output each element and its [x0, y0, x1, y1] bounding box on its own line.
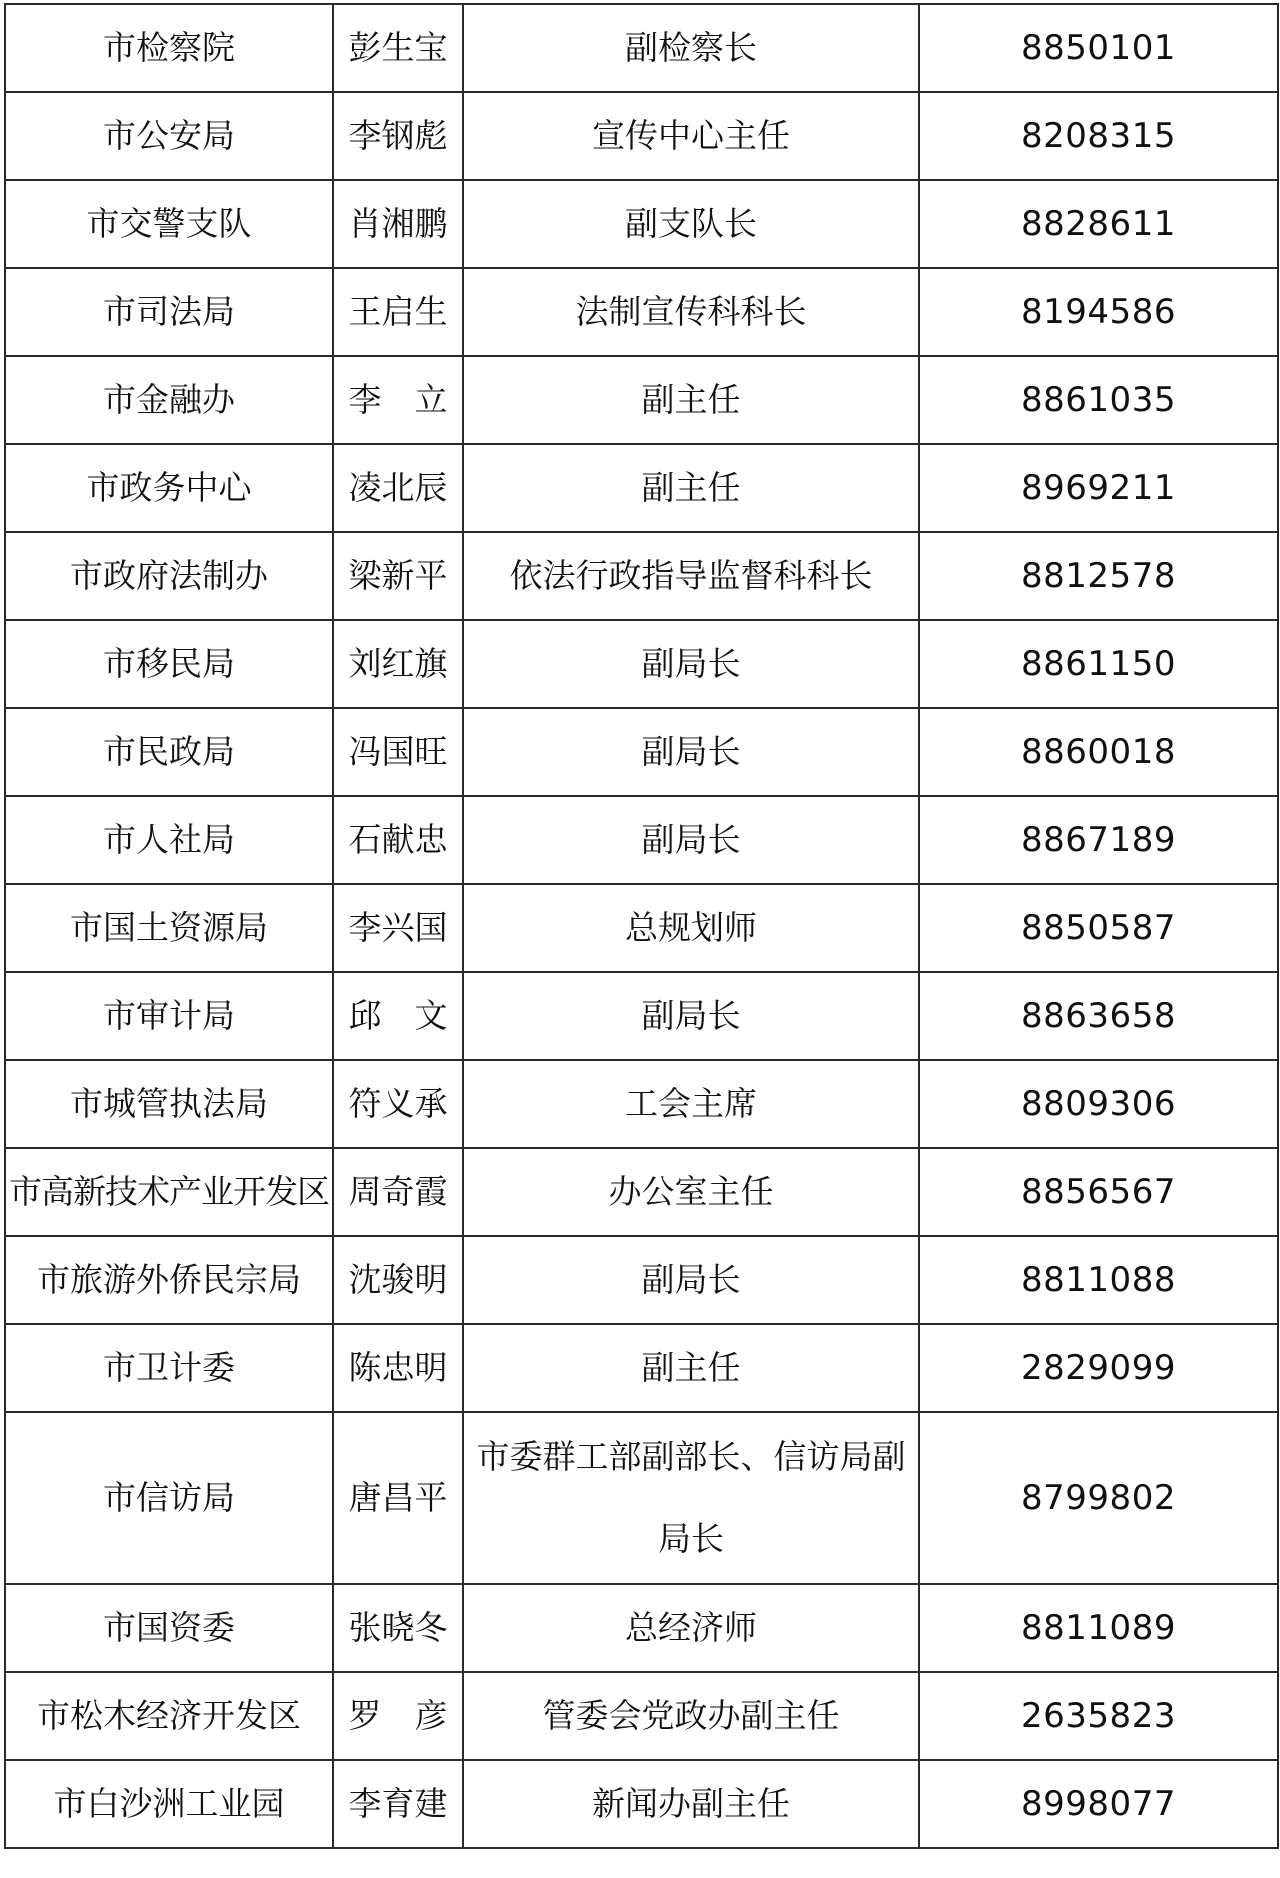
phone-cell: 8828611 — [919, 180, 1278, 268]
department-cell: 市国资委 — [5, 1584, 333, 1672]
department-cell: 市人社局 — [5, 796, 333, 884]
phone-cell: 2829099 — [919, 1324, 1278, 1412]
table-row — [5, 708, 1278, 796]
table-row — [5, 444, 1278, 532]
position-cell: 总经济师 — [463, 1584, 919, 1672]
position-cell: 管委会党政办副主任 — [463, 1672, 919, 1760]
table-row — [5, 268, 1278, 356]
department-cell: 市审计局 — [5, 972, 333, 1060]
table-row — [5, 1060, 1278, 1148]
name-cell: 周奇霞 — [333, 1148, 463, 1236]
name-cell: 刘红旗 — [333, 620, 463, 708]
department-cell: 市金融办 — [5, 356, 333, 444]
position-cell: 副局长 — [463, 796, 919, 884]
phone-cell: 2635823 — [919, 1672, 1278, 1760]
name-cell: 梁新平 — [333, 532, 463, 620]
table-row — [5, 532, 1278, 620]
department-cell: 市松木经济开发区 — [5, 1672, 333, 1760]
name-cell: 李兴国 — [333, 884, 463, 972]
name-cell: 邱 文 — [333, 972, 463, 1060]
department-cell: 市高新技术产业开发区 — [5, 1148, 333, 1236]
name-cell: 张晓冬 — [333, 1584, 463, 1672]
contact-table-wrapper — [4, 3, 1277, 1849]
name-cell: 凌北辰 — [333, 444, 463, 532]
phone-cell: 8811088 — [919, 1236, 1278, 1324]
department-cell: 市交警支队 — [5, 180, 333, 268]
position-cell: 办公室主任 — [463, 1148, 919, 1236]
position-cell: 副局长 — [463, 1236, 919, 1324]
phone-cell: 8969211 — [919, 444, 1278, 532]
phone-cell: 8208315 — [919, 92, 1278, 180]
phone-cell: 8850587 — [919, 884, 1278, 972]
contact-table-body — [5, 4, 1278, 1848]
phone-cell: 8850101 — [919, 4, 1278, 92]
table-row — [5, 1760, 1278, 1848]
name-cell: 罗 彦 — [333, 1672, 463, 1760]
position-cell: 副主任 — [463, 1324, 919, 1412]
position-cell: 宣传中心主任 — [463, 92, 919, 180]
position-cell: 副检察长 — [463, 4, 919, 92]
table-row — [5, 796, 1278, 884]
position-cell: 新闻办副主任 — [463, 1760, 919, 1848]
department-cell: 市移民局 — [5, 620, 333, 708]
phone-cell: 8812578 — [919, 532, 1278, 620]
name-cell: 李育建 — [333, 1760, 463, 1848]
department-cell: 市政务中心 — [5, 444, 333, 532]
name-cell: 沈骏明 — [333, 1236, 463, 1324]
table-row — [5, 356, 1278, 444]
position-cell: 副支队长 — [463, 180, 919, 268]
table-row — [5, 620, 1278, 708]
department-cell: 市卫计委 — [5, 1324, 333, 1412]
department-cell: 市城管执法局 — [5, 1060, 333, 1148]
position-cell: 总规划师 — [463, 884, 919, 972]
department-cell: 市旅游外侨民宗局 — [5, 1236, 333, 1324]
department-cell: 市司法局 — [5, 268, 333, 356]
name-cell: 李钢彪 — [333, 92, 463, 180]
position-cell: 市委群工部副部长、信访局副局长 — [463, 1412, 919, 1584]
position-cell: 法制宣传科科长 — [463, 268, 919, 356]
phone-cell: 8811089 — [919, 1584, 1278, 1672]
phone-cell: 8863658 — [919, 972, 1278, 1060]
position-cell: 副局长 — [463, 708, 919, 796]
name-cell: 彭生宝 — [333, 4, 463, 92]
name-cell: 冯国旺 — [333, 708, 463, 796]
department-cell: 市民政局 — [5, 708, 333, 796]
name-cell: 符义承 — [333, 1060, 463, 1148]
table-row — [5, 972, 1278, 1060]
name-cell: 王启生 — [333, 268, 463, 356]
phone-cell: 8799802 — [919, 1412, 1278, 1584]
name-cell: 唐昌平 — [333, 1412, 463, 1584]
position-cell: 依法行政指导监督科科长 — [463, 532, 919, 620]
name-cell: 肖湘鹏 — [333, 180, 463, 268]
table-row — [5, 1412, 1278, 1584]
phone-cell: 8194586 — [919, 268, 1278, 356]
phone-cell: 8809306 — [919, 1060, 1278, 1148]
contact-table — [4, 3, 1279, 1849]
table-row — [5, 1584, 1278, 1672]
table-row — [5, 1236, 1278, 1324]
position-cell: 副主任 — [463, 444, 919, 532]
position-cell: 副主任 — [463, 356, 919, 444]
department-cell: 市公安局 — [5, 92, 333, 180]
department-cell: 市信访局 — [5, 1412, 333, 1584]
department-cell: 市检察院 — [5, 4, 333, 92]
table-row — [5, 92, 1278, 180]
name-cell: 石献忠 — [333, 796, 463, 884]
phone-cell: 8861150 — [919, 620, 1278, 708]
table-row — [5, 4, 1278, 92]
department-cell: 市白沙洲工业园 — [5, 1760, 333, 1848]
name-cell: 李 立 — [333, 356, 463, 444]
position-cell: 副局长 — [463, 620, 919, 708]
table-row — [5, 1148, 1278, 1236]
department-cell: 市国土资源局 — [5, 884, 333, 972]
phone-cell: 8861035 — [919, 356, 1278, 444]
phone-cell: 8856567 — [919, 1148, 1278, 1236]
table-row — [5, 1672, 1278, 1760]
name-cell: 陈忠明 — [333, 1324, 463, 1412]
table-row — [5, 1324, 1278, 1412]
department-cell: 市政府法制办 — [5, 532, 333, 620]
position-cell: 工会主席 — [463, 1060, 919, 1148]
position-cell: 副局长 — [463, 972, 919, 1060]
phone-cell: 8998077 — [919, 1760, 1278, 1848]
phone-cell: 8860018 — [919, 708, 1278, 796]
phone-cell: 8867189 — [919, 796, 1278, 884]
table-row — [5, 884, 1278, 972]
table-row — [5, 180, 1278, 268]
